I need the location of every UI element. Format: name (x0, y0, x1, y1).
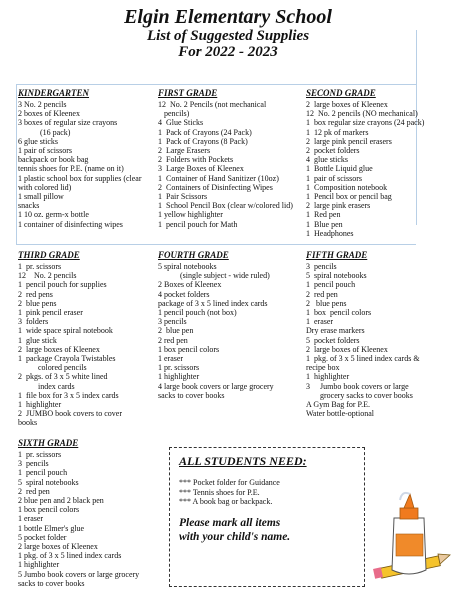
first-grade-title: FIRST GRADE (158, 88, 218, 98)
list-item: Dry erase markers (306, 326, 365, 336)
list-subtitle: List of Suggested Supplies (146, 28, 310, 44)
list-item: 1 pr. scissors (158, 363, 200, 373)
list-item: 2 Containers of Disinfecting Wipes (158, 182, 273, 192)
list-item: package of 3 x 5 lined index cards (158, 298, 268, 308)
list-item: 2 pocket folders (306, 146, 360, 156)
list-item: 1 box pencil colors (158, 344, 220, 354)
list-item: 1 box pencil colors (306, 308, 372, 318)
list-item: 1 highlighter (18, 400, 62, 410)
list-item: 2 large pink pencil erasers (306, 136, 392, 146)
list-item: 4 glue sticks (306, 155, 348, 165)
second-grade-title: SECOND GRADE (306, 88, 376, 98)
name-reminder-line-2: with your child's name. (179, 531, 291, 543)
list-item: 6 glue sticks (18, 136, 58, 146)
list-item: 2 large boxes of Kleenex (18, 542, 98, 552)
list-item: 1 yellow highlighter (158, 210, 223, 220)
list-item: 2 boxes of Kleenex (18, 109, 80, 119)
list-item: 3 pencils (158, 317, 187, 327)
list-item: 3 pencils (18, 459, 49, 469)
list-item: 1 pkg. of 3 x 5 lined index cards & (306, 354, 420, 364)
list-item: index cards (18, 381, 75, 391)
list-item: 1 pair of scissors (306, 173, 362, 183)
list-item: 1 Pack of Crayons (24 Pack) (158, 127, 252, 137)
list-item: tennis shoes for P.E. (name on it) (18, 164, 124, 174)
all-students-box (169, 447, 365, 587)
list-item: 2 blue pens (18, 298, 57, 308)
list-item: (16 pack) (18, 127, 71, 137)
fifth-grade-title: FIFTH GRADE (306, 250, 368, 260)
list-item: 1 pkg. of 3 x 5 lined index cards (18, 551, 122, 561)
fourth-grade-title: FOURTH GRADE (158, 250, 229, 260)
list-item: 1 pencil pouch (not box) (158, 308, 237, 318)
list-item: 1 glue stick (18, 335, 57, 345)
list-item: 4 Glue Sticks (158, 118, 204, 128)
list-item: 3 folders (18, 317, 49, 327)
list-item: 1 eraser (18, 514, 44, 524)
list-item: 1 bottle Elmer's glue (18, 523, 85, 533)
list-item: 1 box pencil colors (18, 505, 80, 515)
fourth-grade-list (158, 250, 303, 400)
list-item: 1 pencil pouch (18, 468, 68, 478)
list-item: *** A book bag or backpack. (179, 497, 273, 507)
list-item: with colored lid) (18, 182, 72, 192)
name-reminder-line-1: Please mark all items (179, 517, 281, 529)
school-year: For 2022 - 2023 (178, 44, 278, 60)
list-item: 2 red pen (18, 486, 50, 496)
list-item: 2 blue pen and 2 black pen (18, 496, 104, 506)
fifth-grade-list (306, 250, 454, 418)
list-item: books (18, 418, 38, 428)
list-item: 12 No. 2 pencils (NO mechanical) (306, 109, 418, 119)
list-item: sacks to cover books (158, 390, 225, 400)
frame-line-left (16, 84, 17, 244)
list-item: 2 JUMBO book covers to cover (18, 409, 122, 419)
list-item: 1 eraser (158, 354, 184, 364)
list-item: 2 large boxes of Kleenex (18, 344, 100, 354)
list-item: Water bottle-optional (306, 409, 374, 419)
list-item: 5 spiral notebooks (158, 262, 217, 271)
second-grade-list (306, 88, 454, 238)
list-item: 1 12 pk of markers (306, 127, 369, 137)
list-item: 3 No. 2 pencils (18, 100, 67, 109)
list-item: sacks to cover books (18, 578, 85, 588)
list-item: 1 pr. scissors (18, 262, 62, 271)
list-item: *** Tennis shoes for P.E. (179, 487, 260, 497)
list-item: 1 Blue pen (306, 219, 343, 229)
school-name: Elgin Elementary School (124, 6, 332, 28)
list-item: 1 School Pencil Box (clear w/colored lid) (158, 201, 293, 211)
list-item: 4 pocket folders (158, 289, 210, 299)
list-item: 1 box regular size crayons (24 pack) (306, 118, 425, 128)
glue-bottle-icon (372, 488, 452, 588)
list-item: 5 pocket folder (18, 532, 67, 542)
list-item: 12 No. 2 Pencils (not mechanical (158, 100, 267, 109)
list-item: (single subject - wide ruled) (158, 271, 270, 281)
list-item: 1 wide space spiral notebook (18, 326, 113, 336)
list-item: 1 Pair Scissors (158, 192, 208, 202)
list-item: 2 red pen (306, 289, 338, 299)
frame-line-top (16, 84, 416, 85)
list-item: 1 highlighter (158, 372, 200, 382)
list-item: recipe box (306, 363, 340, 373)
list-item: 1 pencil pouch for Math (158, 219, 238, 229)
list-item: 1 Pack of Crayons (8 Pack) (158, 136, 248, 146)
list-item: 1 highlighter (306, 372, 350, 382)
list-item: 1 highlighter (18, 560, 60, 570)
list-item: 2 pkgs. of 3 x 5 white lined (18, 372, 108, 382)
list-item: 5 Jumbo book covers or large grocery (18, 569, 140, 579)
list-item: 12 No. 2 pencils (18, 271, 77, 281)
list-item: *** Pocket folder for Guidance (179, 478, 280, 487)
list-item: grocery sacks to cover books (306, 390, 413, 400)
list-item: 3 Jumbo book covers or large (306, 381, 409, 391)
list-item: colored pencils (18, 363, 87, 373)
kindergarten-title: KINDERGARTEN (18, 88, 90, 98)
list-item: 1 eraser (306, 317, 334, 327)
list-item: 2 red pens (18, 289, 53, 299)
kindergarten-list (18, 88, 158, 229)
third-grade-list (18, 250, 158, 428)
list-item: 1 small pillow (18, 192, 64, 202)
list-item: 1 Bottle Liquid glue (306, 164, 373, 174)
list-item: 1 pencil pouch for supplies (18, 280, 107, 290)
list-item: 2 red pen (158, 335, 188, 345)
list-item: 2 Large Erasers (158, 146, 211, 156)
list-item: 2 Folders with Pockets (158, 155, 234, 165)
list-item: 1 plastic school box for supplies (clear (18, 173, 142, 183)
sixth-grade-list (18, 438, 166, 588)
all-students-heading: ALL STUDENTS NEED: (179, 454, 307, 468)
list-item: 1 Headphones (306, 228, 354, 238)
list-item: pencils) (158, 109, 190, 119)
list-item: A Gym Bag for P.E. (306, 400, 370, 410)
sixth-grade-title: SIXTH GRADE (18, 438, 79, 448)
list-item: 1 Composition notebook (306, 182, 388, 192)
all-students-list (179, 478, 280, 507)
first-grade-list (158, 88, 303, 229)
list-item: 2 blue pens (306, 298, 347, 308)
list-item: 5 spiral notebooks (306, 271, 367, 281)
frame-line-mid (16, 244, 416, 245)
list-item: 1 Red pen (306, 210, 341, 220)
page-header (0, 6, 456, 60)
list-item: 1 10 oz. germ-x bottle (18, 210, 89, 220)
list-item: 3 pencils (306, 262, 337, 271)
list-item: 2 Boxes of Kleenex (158, 280, 222, 290)
list-item: 1 Pencil box or pencil bag (306, 192, 392, 202)
list-item: 4 large book covers or large grocery (158, 381, 274, 391)
list-item: 1 package Crayola Twistables (18, 354, 116, 364)
list-item: 2 large boxes of Kleenex (306, 100, 388, 109)
list-item: 5 spiral notebooks (18, 477, 79, 487)
list-item: 5 pocket folders (306, 335, 360, 345)
list-item: 1 container of disinfecting wipes (18, 219, 123, 229)
list-item: 1 pr. scissors (18, 450, 62, 459)
list-item: 2 large pink erasers (306, 201, 371, 211)
list-item: 1 pencil pouch (306, 280, 356, 290)
list-item: 1 file box for 3 x 5 index cards (18, 390, 119, 400)
list-item: 3 boxes of regular size crayons (18, 118, 118, 128)
name-reminder (179, 516, 319, 544)
list-item: 2 blue pen (158, 326, 194, 336)
list-item: 1 pair of scissors (18, 146, 72, 156)
list-item: 2 large boxes of Kleenex (306, 344, 388, 354)
list-item: 1 pink pencil eraser (18, 308, 83, 318)
list-item: backpack or book bag (18, 155, 89, 165)
list-item: snacks (18, 201, 40, 211)
list-item: 3 Large Boxes of Kleenex (158, 164, 244, 174)
list-item: 1 Container of Hand Sanitizer (10oz) (158, 173, 279, 183)
third-grade-title: THIRD GRADE (18, 250, 80, 260)
